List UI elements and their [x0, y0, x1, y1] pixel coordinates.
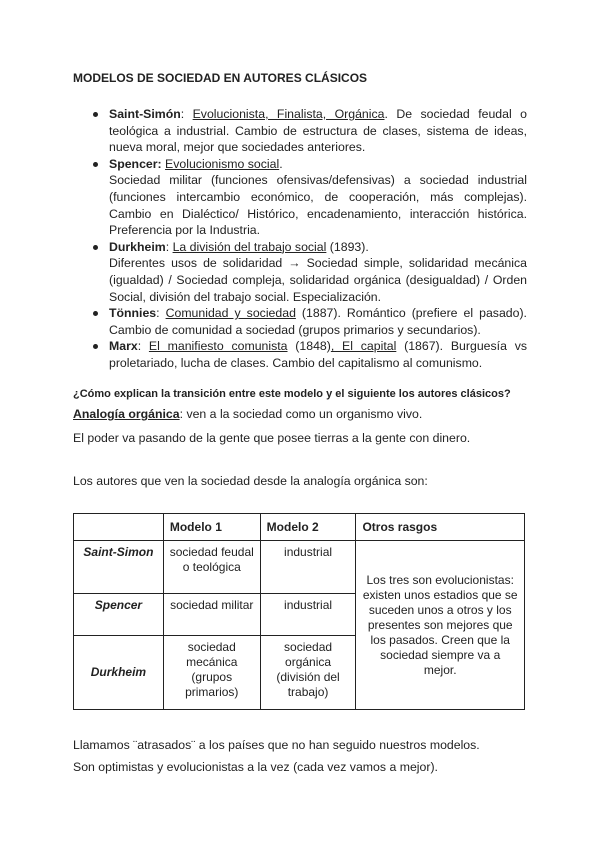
description: (1893). [326, 239, 369, 254]
list-item-spencer [93, 156, 527, 239]
work-title: La división del trabajo social [172, 239, 327, 254]
year: (1848) [287, 339, 331, 354]
list-item-saint-simon [93, 106, 527, 156]
closing-paragraph-2: Son optimistas y evolucionistas a la vez (cada vez vamos a mejor). [73, 760, 438, 774]
separator: : [165, 239, 173, 254]
table-header: Modelo 1 [163, 514, 260, 541]
author-cell: Spencer [74, 594, 164, 636]
list-item-marx [93, 338, 527, 371]
modelo1-cell: sociedad feudal o teológica [163, 541, 260, 594]
modelo1-cell: sociedad mecánica (grupos primarios) [163, 636, 260, 710]
author-name: Marx [109, 339, 138, 354]
work-title: El manifiesto comunista [148, 339, 288, 354]
modelo2-cell: industrial [260, 594, 356, 636]
table-header: Modelo 2 [260, 514, 356, 541]
bullet-icon [93, 344, 98, 349]
description: . [279, 156, 283, 171]
analogy-text: : ven a la sociedad como un organismo vivo. [179, 407, 423, 421]
work-title-2: , El capital [330, 339, 397, 354]
work-title: Comunidad y sociedad [165, 306, 296, 321]
work-title: Evolucionista, Finalista, Orgánica [192, 107, 385, 121]
list-item-durkheim [93, 239, 527, 305]
description: (1867). Burguesía vs proletariado, lucha de clases. Cambio del capitalismo al comunismo. [109, 339, 527, 370]
authors-table [73, 513, 525, 710]
closing-paragraph-1: Llamamos ¨atrasados¨ a los países que no han seguido nuestros modelos. [73, 738, 480, 752]
author-name: Durkheim [109, 239, 166, 254]
bullet-icon [93, 245, 98, 250]
separator: : [156, 306, 166, 321]
description-body: Sociedad militar (funciones ofensivas/defensivas) a sociedad industrial (funciones intercambio económico, de cooperación, más complejas). Cambio en Dialéctico/ Histórico, encadenamiento, interacción histórica. Preferencia por la Industria. [109, 173, 527, 238]
question-heading: ¿Cómo explican la transición entre este modelo y el siguiente los autores clásicos? [73, 388, 511, 400]
bullet-icon [93, 311, 98, 316]
author-name: Spencer: [109, 156, 162, 171]
author-name: Tönnies [109, 306, 157, 321]
table-header [74, 514, 164, 541]
bullet-icon [93, 112, 98, 117]
author-cell: Durkheim [74, 636, 164, 710]
description: (1887). Romántico (prefiere el pasado). Cambio de comunidad a sociedad (grupos primarios y secundarios). [109, 306, 527, 337]
analogy-term: Analogía orgánica [73, 407, 180, 421]
separator: : [137, 339, 149, 354]
work-title: Evolucionismo social [165, 156, 280, 171]
author-cell: Saint-Simon [74, 541, 164, 594]
modelo2-cell: sociedad orgánica (división del trabajo) [260, 636, 356, 710]
power-paragraph: El poder va pasando de la gente que posee tierras a la gente con dinero. [73, 431, 471, 445]
bullet-icon [93, 162, 98, 167]
modelo2-cell: industrial [260, 541, 356, 594]
document-title: MODELOS DE SOCIEDAD EN AUTORES CLÁSICOS [73, 71, 368, 85]
authors-list [93, 106, 527, 372]
description: . De sociedad feudal o teológica a industrial. Cambio de estructura de clases, sistema de ideas, nueva moral, mejor que sociedades anteriores. [109, 107, 527, 155]
table-header: Otros rasgos [356, 514, 525, 541]
list-item-tonnies [93, 305, 527, 338]
modelo1-cell: sociedad militar [163, 594, 260, 636]
table-row [74, 541, 525, 594]
author-name: Saint-Simón [109, 107, 181, 121]
otros-rasgos-cell: Los tres son evolucionistas: existen unos estadios que se suceden unos a otros y los presentes son mejores que los pasados. Creen que la sociedad siempre va a mejor. [356, 541, 525, 710]
analogy-paragraph [73, 407, 422, 421]
intro-paragraph: Los autores que ven la sociedad desde la analogía orgánica son: [73, 474, 428, 488]
table-header-row [74, 514, 525, 541]
description-body: Diferentes usos de solidaridad → Sociedad simple, solidaridad mecánica (igualdad) / Sociedad compleja, solidaridad orgánica (desigualdad) / Orden Social, división del trabajo social. Especialización. [109, 256, 527, 304]
separator: : [180, 107, 193, 121]
